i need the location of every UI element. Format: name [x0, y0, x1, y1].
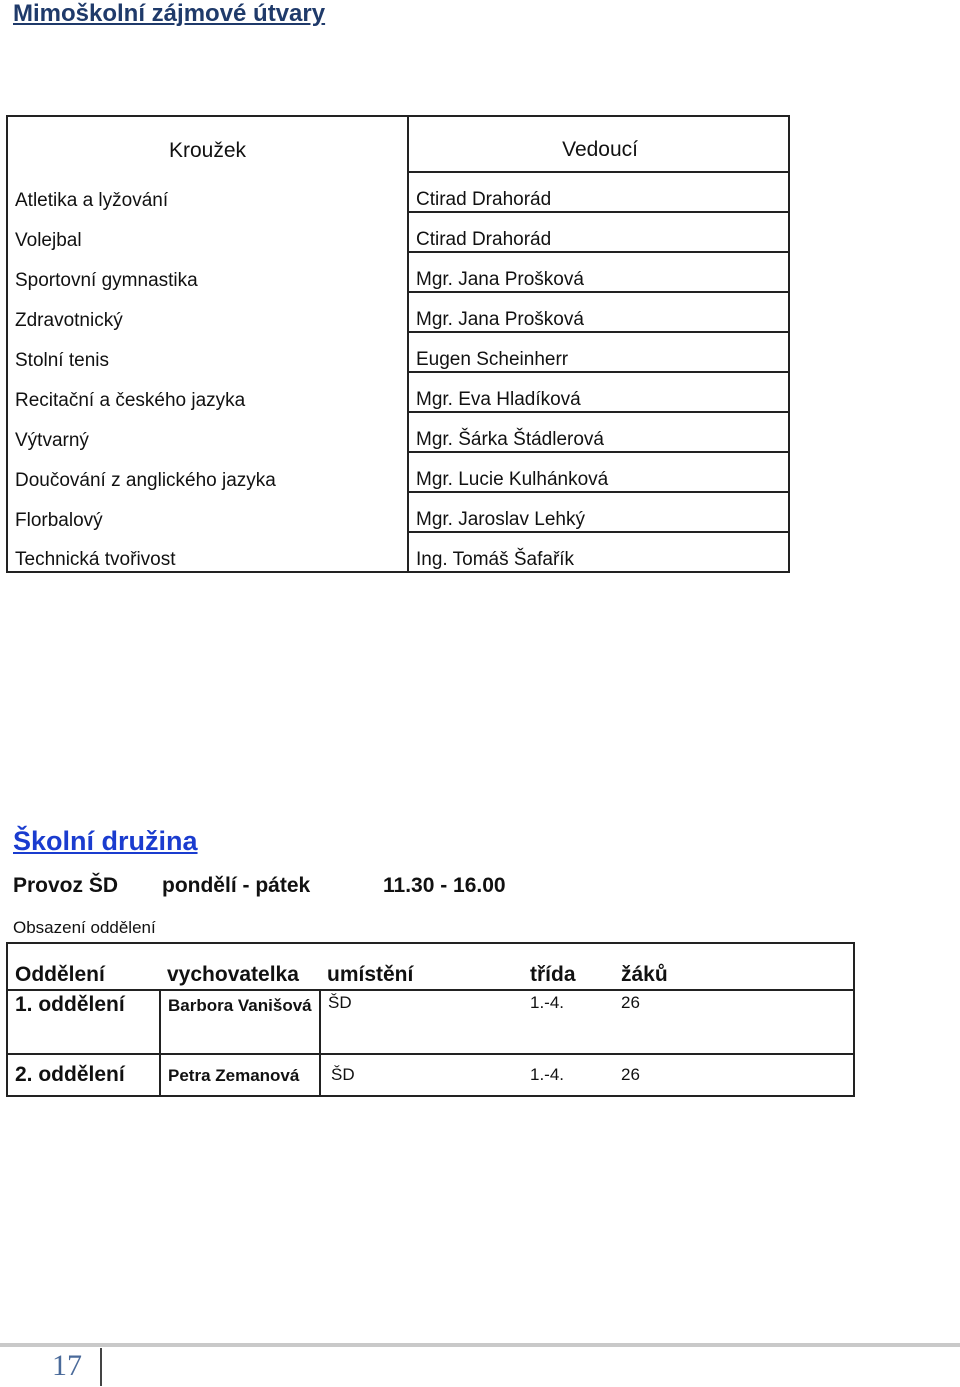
umisteni-cell: ŠD: [320, 990, 523, 1054]
header-krouzek: Kroužek: [7, 116, 408, 172]
table-row: [7, 452, 789, 492]
table-row: [7, 292, 789, 332]
vedouci-cell: Ing. Tomáš Šafařík: [408, 532, 789, 572]
header-zaku: žáků: [614, 943, 854, 990]
table-row: [7, 1054, 854, 1096]
header-vedouci: Vedoucí: [408, 116, 789, 172]
vedouci-cell: Mgr. Jaroslav Lehký: [408, 492, 789, 532]
zaku-cell: 26: [614, 1054, 854, 1096]
provoz-hours: 11.30 - 16.00: [383, 874, 506, 897]
table-row: [7, 412, 789, 452]
krouzek-cell: Technická tvořivost: [7, 532, 408, 572]
table-row: [7, 252, 789, 292]
vedouci-cell: Ctirad Drahorád: [408, 172, 789, 212]
krouzek-cell: Výtvarný: [7, 412, 408, 452]
krouzek-cell: Stolní tenis: [7, 332, 408, 372]
table-row: [7, 332, 789, 372]
vedouci-cell: Ctirad Drahorád: [408, 212, 789, 252]
header-trida: třída: [523, 943, 614, 990]
header-vychovatelka: vychovatelka: [160, 943, 320, 990]
krouzek-cell: Atletika a lyžování: [7, 172, 408, 212]
table-header-row: [7, 943, 854, 990]
table-row: [7, 532, 789, 572]
provoz-label: Provoz ŠD: [13, 874, 119, 897]
page-number-separator: [100, 1348, 102, 1386]
footer-divider: [0, 1343, 960, 1347]
krouzek-cell: Recitační a českého jazyka: [7, 372, 408, 412]
vedouci-cell: Mgr. Lucie Kulhánková: [408, 452, 789, 492]
vedouci-cell: Mgr. Jana Prošková: [408, 292, 789, 332]
table-row: [7, 372, 789, 412]
header-umisteni: umístění: [320, 943, 523, 990]
trida-cell: 1.-4.: [523, 990, 614, 1054]
trida-cell: 1.-4.: [523, 1054, 614, 1096]
krouzek-cell: Florbalový: [7, 492, 408, 532]
oddeleni-cell: 1. oddělení: [7, 990, 160, 1054]
vedouci-cell: Mgr. Eva Hladíková: [408, 372, 789, 412]
obsazeni-label: Obsazení oddělení: [13, 918, 156, 937]
page-number: 17: [52, 1349, 82, 1382]
section-title-druzina: Školní družina: [13, 826, 198, 856]
table-row: [7, 172, 789, 212]
krouzek-cell: Doučování z anglického jazyka: [7, 452, 408, 492]
table-header-row: [7, 116, 789, 172]
zaku-cell: 26: [614, 990, 854, 1054]
krouzek-cell: Volejbal: [7, 212, 408, 252]
oddeleni-cell: 2. oddělení: [7, 1054, 160, 1096]
vedouci-cell: Eugen Scheinherr: [408, 332, 789, 372]
krouzek-cell: Zdravotnický: [7, 292, 408, 332]
section-title-mimoskolni: Mimoškolní zájmové útvary: [13, 0, 326, 27]
vychovatelka-cell: Barbora Vanišová: [160, 990, 320, 1054]
table-row: [7, 212, 789, 252]
header-oddeleni: Oddělení: [7, 943, 160, 990]
table-row: [7, 492, 789, 532]
krouzek-cell: Sportovní gymnastika: [7, 252, 408, 292]
vedouci-cell: Mgr. Jana Prošková: [408, 252, 789, 292]
oddeleni-table: [6, 942, 855, 1097]
umisteni-cell: ŠD: [320, 1054, 523, 1096]
vedouci-cell: Mgr. Šárka Štádlerová: [408, 412, 789, 452]
krouzky-table: [6, 115, 790, 573]
table-row: [7, 990, 854, 1054]
vychovatelka-cell: Petra Zemanová: [160, 1054, 320, 1096]
provoz-days: pondělí - pátek: [162, 874, 311, 897]
